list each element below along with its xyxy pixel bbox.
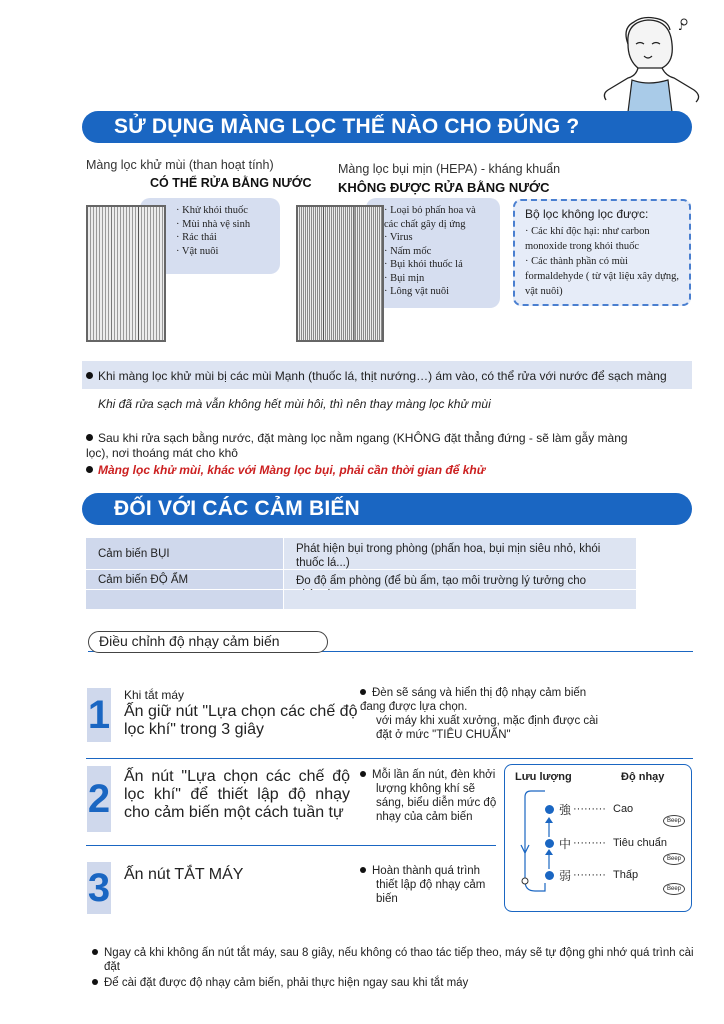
section-title-sensors: ĐỐI VỚI CÁC CẢM BIẾN	[82, 493, 692, 525]
step-1-pre: Khi tắt máy	[124, 688, 185, 702]
step-3-main: Ấn nút TẮT MÁY	[124, 866, 244, 883]
step-separator	[86, 758, 693, 759]
beep-icon: Beep	[663, 815, 685, 827]
level-low-leader: ·········	[573, 869, 606, 881]
list-item: Ngay cả khi không ấn nút tắt máy, sau 8 giây, nếu không có thao tác tiếp theo, máy sẽ tự động ghi nhớ quá trình cài đặt	[92, 946, 696, 974]
level-high-label: Cao	[613, 803, 634, 815]
list-item: · Lông vật nuôi	[384, 286, 450, 297]
step-3-note: Hoàn thành quá trình thiết lập độ nhạy cảm biến	[360, 864, 500, 906]
step-number-2: 2	[87, 766, 111, 832]
level-indicator-light	[545, 805, 554, 814]
note-3: Màng lọc khử mùi, khác với Màng lọc bụi, phải cần thời gian để khử	[86, 463, 686, 478]
sensitivity-diagram	[504, 764, 692, 912]
note-2: Sau khi rửa sạch bằng nước, đặt màng lọc nằm ngang (KHÔNG đặt thẳng đứng - sẽ làm gẫy màng lọc), nơi thoáng mát cho khô	[86, 431, 628, 460]
step-2-note: Mỗi lần ấn nút, đèn khởi lượng không khí sẽ sáng, biểu diễn mức độ nhạy của cảm biến	[360, 768, 500, 824]
hepa-filter-image	[296, 205, 384, 342]
level-kanji-high: 強	[559, 803, 572, 817]
step-2-main: Ấn nút "Lựa chọn các chế độ lọc khí" để thiết lập độ nhạy cho cảm biến một cách tuần tự	[124, 768, 350, 821]
deodor-filter-image	[86, 205, 166, 342]
sensor-desc: Phát hiện bụi trong phòng (phấn hoa, bụi mịn siêu nhỏ, khói thuốc lá...)	[283, 538, 636, 569]
level-kanji-low: 弱	[559, 869, 572, 883]
level-low-label: Thấp	[613, 869, 639, 881]
woman-illustration	[598, 14, 704, 112]
level-standard-label: Tiêu chuẩn	[613, 837, 668, 849]
deodor-filter-label: Màng lọc khử mùi (than hoạt tính)	[86, 158, 274, 172]
table-row	[86, 570, 636, 590]
hepa-filter-label: Màng lọc bụi mịn (HEPA) - kháng khuẩn	[338, 162, 561, 176]
cannot-filter-box	[513, 199, 691, 306]
level-standard-leader: ·········	[573, 837, 606, 849]
level-indicator-light	[545, 871, 554, 880]
cannot-filter-item: · Các khí độc hại: như carbon monoxide trong khói thuốc	[525, 226, 650, 252]
adjust-sensitivity-heading: Điều chỉnh độ nhạy cảm biến	[88, 631, 328, 653]
step-1-main: Ấn giữ nút "Lựa chọn các chế độ lọc khí" trong 3 giây	[124, 703, 358, 738]
list-item: · Loại bỏ phấn hoa và các chất gây dị ứng	[384, 205, 476, 230]
sensitivity-header: Độ nhạy	[621, 771, 665, 783]
list-item: · Bụi mịn	[384, 272, 425, 284]
table-row	[86, 590, 636, 610]
section-title-filters: SỬ DỤNG MÀNG LỌC THẾ NÀO CHO ĐÚNG ?	[82, 111, 692, 143]
sensor-desc: Đo độ ẩm phòng (để bù ẩm, tạo môi trường lý tưởng cho	[283, 570, 636, 589]
list-item: Để cài đặt được độ nhạy cảm biến, phải thực hiện ngay sau khi tắt máy	[92, 976, 696, 990]
beep-icon: Beep	[663, 883, 685, 895]
deodor-wash-label: CÓ THỂ RỬA BẰNG NƯỚC	[150, 176, 312, 190]
sensor-name: Cảm biến ĐỘ ẨM	[86, 570, 283, 589]
hepa-wash-label: KHÔNG ĐƯỢC RỬA BẰNG NƯỚC	[338, 180, 550, 195]
level-kanji-standard: 中	[559, 837, 572, 851]
list-item: · Bụi khói thuốc lá	[384, 259, 463, 270]
cannot-filter-title: Bộ lọc không lọc được:	[525, 207, 649, 221]
note-1-sub: Khi đã rửa sạch mà vẫn không hết mùi hôi, thì nên thay màng lọc khử mùi	[98, 397, 491, 411]
note-1: Khi màng lọc khử mùi bị các mùi Mạnh (thuốc lá, thịt nướng…) ám vào, có thể rửa với nước để sạch màng	[86, 369, 686, 384]
airflow-header: Lưu lượng	[515, 771, 572, 783]
list-item: · Virus	[384, 232, 413, 243]
bottom-notes	[92, 946, 696, 992]
list-item: · Vật nuôi	[176, 245, 219, 257]
cannot-filter-item: · Các thành phần có mùi formaldehyde ( từ vật liệu xây dựng, vật nuôi)	[525, 256, 679, 297]
step-1-note: Đèn sẽ sáng và hiển thị độ nhạy cảm biến đang được lựa chọn. với máy khi xuất xưởng, mặc định được cài đặt ở mức "TIÊU CHUẨN"	[360, 687, 599, 741]
step-number-1: 1	[87, 688, 111, 742]
svg-text:♪: ♪	[678, 22, 685, 33]
list-item: · Khử khói thuốc	[176, 205, 248, 216]
list-item: · Rác thải	[176, 232, 217, 243]
level-high-leader: ·········	[573, 803, 606, 815]
hepa-features-bubble	[366, 198, 500, 308]
sensor-name: Cảm biến BỤI	[86, 538, 283, 569]
sensor-desc	[283, 590, 636, 609]
step-separator	[86, 845, 496, 846]
table-row	[86, 538, 636, 570]
list-item: · Mùi nhà vệ sinh	[176, 218, 251, 230]
sensor-name	[86, 590, 283, 609]
step-number-3: 3	[87, 862, 111, 914]
list-item: · Nấm mốc	[384, 245, 432, 257]
sensor-table	[86, 538, 636, 610]
beep-icon: Beep	[663, 853, 685, 865]
level-indicator-light	[545, 839, 554, 848]
